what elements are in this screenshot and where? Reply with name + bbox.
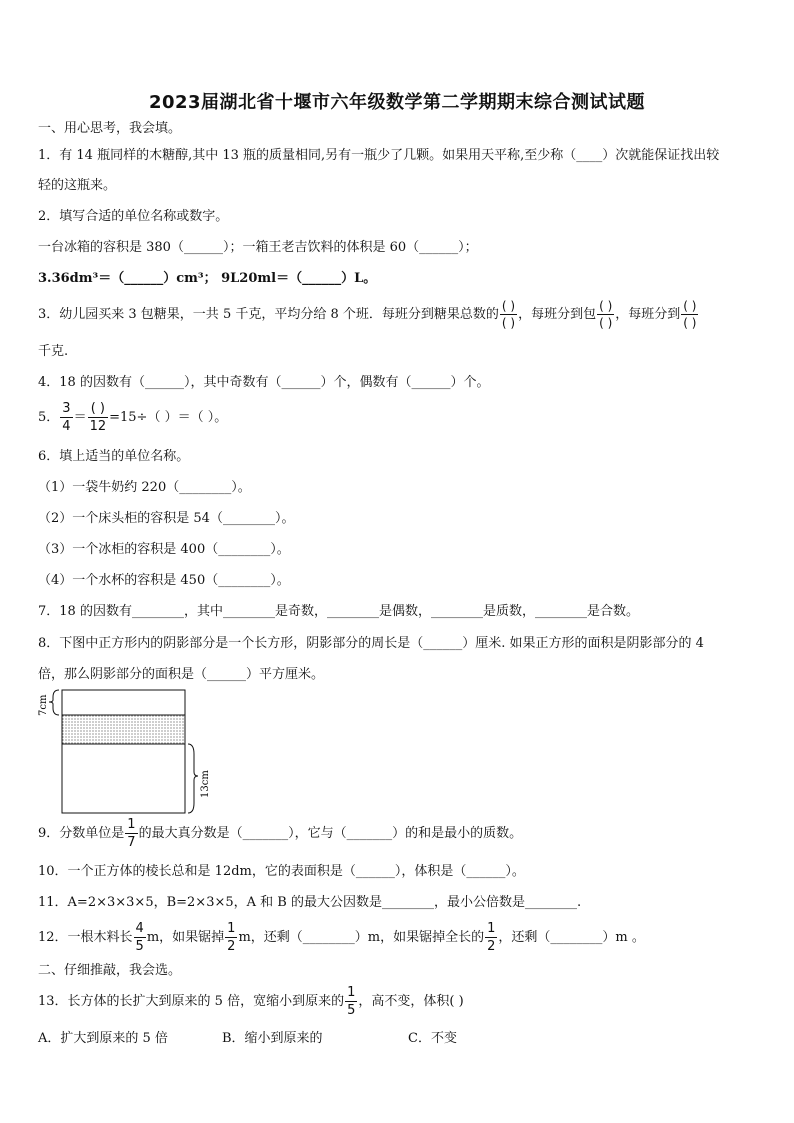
- square-outline: [62, 690, 185, 813]
- section-heading-1: 一、用心思考，我会填。: [38, 121, 182, 136]
- option-a: A．扩大到原来的 5 倍: [38, 1031, 168, 1046]
- fraction-denominator: 12: [89, 419, 107, 434]
- fraction-one-half-2: [485, 922, 497, 953]
- question-5-number: 5．: [38, 410, 60, 425]
- question-4: 4．18 的因数有（______），其中奇数有（______）个，偶数有（______）个。: [38, 375, 490, 390]
- question-9: [38, 816, 522, 854]
- question-6-item-1: （1）一袋牛奶约 220（________）。: [38, 480, 251, 495]
- question-12-text-4: ，还剩（________）m 。: [498, 930, 645, 945]
- fraction-numerator: ( ): [599, 299, 613, 313]
- question-13-text-1: 13．长方体的长扩大到原来的 5 倍，宽缩小到原来的: [38, 994, 345, 1009]
- fraction-denominator: 5: [135, 939, 144, 954]
- question-12-text-1: 12．一根木料长: [38, 930, 133, 945]
- question-13-text-2: ，高不变，体积( ): [358, 994, 464, 1009]
- fraction-over-twelve: [88, 402, 109, 433]
- question-8-line-1: 8．下图中正方形内的阴影部分是一个长方形，阴影部分的周长是（______）厘米. 如果正方形的面积是阴影部分的 4: [38, 636, 704, 651]
- fraction-denominator: ( ): [599, 316, 613, 330]
- left-brace-icon: [49, 690, 59, 715]
- square-figure: [32, 688, 232, 818]
- question-10: 10．一个正方体的棱长总和是 12dm，它的表面积是（______），体积是（______）。: [38, 864, 525, 879]
- fraction-numerator: 1: [347, 985, 356, 1000]
- fraction-numerator: 4: [135, 921, 144, 936]
- question-9-text-2: 的最大真分数是（_______），它与（_______）的和是最小的质数。: [138, 826, 523, 841]
- question-5: [38, 400, 227, 438]
- fraction-blank-1: [500, 300, 517, 329]
- question-6-item-3: （3）一个冰柜的容积是 400（________）。: [38, 542, 290, 557]
- fraction-denominator: 2: [227, 939, 236, 954]
- fraction-numerator: 1: [127, 817, 136, 832]
- fraction-numerator: ( ): [501, 299, 516, 313]
- fraction-one-half: [225, 922, 237, 953]
- fraction-numerator: 1: [227, 921, 236, 936]
- section-heading-2: 二、仔细推敲，我会选。: [38, 963, 182, 978]
- question-1-line-2: 轻的这瓶来。: [38, 178, 117, 193]
- question-12-text-3: m，还剩（________）m，如果锯掉全长的: [238, 930, 485, 945]
- question-1-line-1: 1．有 14 瓶同样的木糖醇,其中 13 瓶的质量相同,另有一瓶少了几颗。如果用天平称,至少称（____）次就能保证找出较: [38, 148, 720, 163]
- fraction-numerator: 1: [487, 921, 496, 936]
- label-7cm: 7cm: [38, 694, 49, 716]
- question-6-item-2: （2）一个床头柜的容积是 54（________）。: [38, 511, 295, 526]
- question-7: 7．18 的因数有________，其中________是奇数，________是偶数，________是质数，________是合数。: [38, 604, 639, 619]
- question-3-line-2: 千克.: [38, 344, 69, 359]
- fraction-three-quarters: [60, 402, 72, 433]
- fraction-denominator: 4: [62, 419, 71, 434]
- fraction-numerator: 3: [62, 401, 71, 416]
- question-3-text-1: 3．幼儿园买来 3 包糖果，一共 5 千克，平均分给 8 个班．每班分到糖果总数的: [38, 307, 499, 322]
- fraction-numerator: ( ): [90, 401, 105, 416]
- fraction-one-seventh: [125, 818, 137, 849]
- shaded-rectangle: [62, 715, 185, 744]
- question-12-text-2: m，如果锯掉: [146, 930, 225, 945]
- question-3-text-3: ，每班分到: [615, 307, 681, 322]
- question-2-line-1: 一台冰箱的容积是 380（______）；一箱王老吉饮料的体积是 60（______）；: [38, 240, 478, 255]
- question-2-line-2: 3.36dm³＝（______）cm³； 9L20ml＝（______）L。: [38, 271, 377, 286]
- fraction-denominator: 7: [127, 835, 136, 850]
- fraction-four-fifths: [134, 922, 146, 953]
- fraction-blank-2: [597, 300, 614, 329]
- question-13: [38, 984, 464, 1022]
- fraction-denominator: 2: [487, 939, 496, 954]
- question-8-line-2: 倍，那么阴影部分的面积是（______）平方厘米。: [38, 667, 325, 682]
- fraction-denominator: ( ): [683, 316, 697, 330]
- fraction-denominator: ( ): [501, 316, 516, 330]
- label-13cm: 13cm: [200, 770, 211, 798]
- fraction-numerator: ( ): [683, 299, 697, 313]
- fraction-denominator: 5: [347, 1003, 356, 1018]
- question-6-item-4: （4）一个水杯的容积是 450（________）。: [38, 573, 290, 588]
- fraction-blank-3: [681, 300, 698, 329]
- question-6-heading: 6．填上适当的单位名称。: [38, 449, 190, 464]
- question-9-text-1: 9．分数单位是: [38, 826, 125, 841]
- question-3-text-2: ，每班分到包: [518, 307, 597, 322]
- option-c: C．不变: [408, 1031, 457, 1046]
- right-brace-icon: [188, 744, 198, 813]
- fraction-one-fifth: [345, 986, 357, 1017]
- question-3: [38, 299, 699, 333]
- question-2-heading: 2．填写合适的单位名称或数字。: [38, 209, 229, 224]
- question-12: [38, 920, 645, 958]
- option-b: B．缩小到原来的: [222, 1031, 323, 1046]
- question-5-rest: =15÷（ ）＝（ ）。: [109, 410, 228, 425]
- page-title: 2023届湖北省十堰市六年级数学第二学期期末综合测试试题: [148, 92, 646, 113]
- question-11: 11．A=2×3×3×5，B=2×3×5，A 和 B 的最大公因数是________，最小公倍数是________.: [38, 895, 582, 910]
- equals-sign: ＝: [73, 410, 87, 425]
